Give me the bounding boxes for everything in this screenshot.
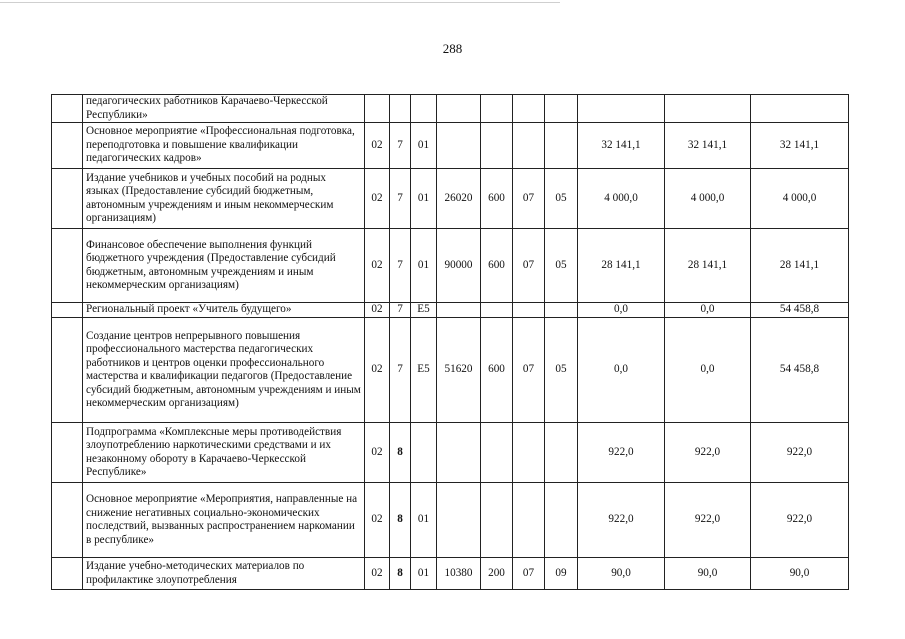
code-cell: 02	[365, 169, 390, 229]
empty-cell	[52, 558, 83, 590]
scan-top-edge	[0, 2, 560, 3]
code-cell	[481, 123, 513, 169]
code-cell: 8	[390, 423, 411, 483]
code-cell	[513, 483, 545, 558]
amount-cell: 54 458,8	[751, 303, 849, 318]
code-cell	[437, 483, 481, 558]
code-cell: 07	[513, 318, 545, 423]
code-cell	[411, 423, 437, 483]
code-cell: 7	[390, 229, 411, 303]
code-cell: 600	[481, 229, 513, 303]
amount-cell: 0,0	[665, 318, 751, 423]
code-cell: 200	[481, 558, 513, 590]
amount-cell: 922,0	[665, 483, 751, 558]
code-cell	[411, 95, 437, 123]
code-cell: 01	[411, 229, 437, 303]
code-cell: 7	[390, 303, 411, 318]
empty-cell	[52, 229, 83, 303]
amount-cell: 4 000,0	[665, 169, 751, 229]
amount-cell: 922,0	[751, 423, 849, 483]
code-cell: 01	[411, 123, 437, 169]
amount-cell: 922,0	[751, 483, 849, 558]
amount-cell: 90,0	[665, 558, 751, 590]
code-cell	[545, 123, 578, 169]
code-cell	[545, 423, 578, 483]
code-cell: 02	[365, 123, 390, 169]
code-cell	[481, 483, 513, 558]
code-cell: 600	[481, 318, 513, 423]
table-row	[52, 318, 849, 423]
amount-cell: 922,0	[665, 423, 751, 483]
code-cell	[437, 123, 481, 169]
page-number: 288	[442, 41, 463, 56]
code-cell	[481, 95, 513, 123]
amount-cell: 32 141,1	[578, 123, 665, 169]
code-cell: 02	[365, 303, 390, 318]
amount-cell: 4 000,0	[751, 169, 849, 229]
budget-table	[51, 94, 849, 590]
amount-cell: 0,0	[578, 303, 665, 318]
amount-cell: 32 141,1	[665, 123, 751, 169]
amount-cell: 0,0	[665, 303, 751, 318]
table-row	[52, 423, 849, 483]
code-cell: 7	[390, 318, 411, 423]
row-name: Финансовое обеспечение выполнения функций бюджетного учреждения (Предоставление субсидий бюджетным, автономным учреждениям и иным некоммерческим организациям)	[83, 229, 365, 303]
table-row	[52, 483, 849, 558]
amount-cell: 4 000,0	[578, 169, 665, 229]
table-row	[52, 95, 849, 123]
code-cell	[545, 303, 578, 318]
code-cell: 07	[513, 169, 545, 229]
amount-cell	[578, 95, 665, 123]
empty-cell	[52, 95, 83, 123]
code-cell	[513, 95, 545, 123]
code-cell: 8	[390, 558, 411, 590]
empty-cell	[52, 123, 83, 169]
empty-cell	[52, 318, 83, 423]
code-cell: 8	[390, 483, 411, 558]
code-cell: E5	[411, 318, 437, 423]
code-cell: 01	[411, 558, 437, 590]
empty-cell	[52, 483, 83, 558]
empty-cell	[52, 169, 83, 229]
code-cell	[365, 95, 390, 123]
code-cell: 07	[513, 558, 545, 590]
code-cell: 90000	[437, 229, 481, 303]
code-cell: 01	[411, 483, 437, 558]
code-cell: 02	[365, 483, 390, 558]
row-name: Подпрограмма «Комплексные меры противодействия злоупотреблению наркотическими средствами и их незаконному обороту в Карачаево-Черкесской Республике»	[83, 423, 365, 483]
amount-cell: 28 141,1	[578, 229, 665, 303]
amount-cell	[751, 95, 849, 123]
amount-cell	[665, 95, 751, 123]
amount-cell: 922,0	[578, 423, 665, 483]
code-cell: 02	[365, 229, 390, 303]
code-cell: 7	[390, 123, 411, 169]
table-row	[52, 303, 849, 318]
code-cell	[390, 95, 411, 123]
code-cell: 09	[545, 558, 578, 590]
empty-cell	[52, 303, 83, 318]
row-name: Основное мероприятие «Профессиональная подготовка, переподготовка и повышение квалификации педагогических кадров»	[83, 123, 365, 169]
code-cell: 600	[481, 169, 513, 229]
table-row	[52, 558, 849, 590]
code-cell	[513, 123, 545, 169]
code-cell: 02	[365, 318, 390, 423]
row-name: педагогических работников Карачаево-Черкесской Республики»	[83, 95, 365, 123]
code-cell	[481, 303, 513, 318]
code-cell: 05	[545, 318, 578, 423]
code-cell: 10380	[437, 558, 481, 590]
row-name: Региональный проект «Учитель будущего»	[83, 303, 365, 318]
code-cell: E5	[411, 303, 437, 318]
table-row	[52, 169, 849, 229]
row-name: Издание учебников и учебных пособий на родных языках (Предоставление субсидий бюджетным, автономным учреждениям и иным некоммерческим организациям)	[83, 169, 365, 229]
code-cell	[513, 303, 545, 318]
amount-cell: 0,0	[578, 318, 665, 423]
code-cell	[545, 95, 578, 123]
table-row	[52, 123, 849, 169]
code-cell: 51620	[437, 318, 481, 423]
code-cell: 02	[365, 558, 390, 590]
code-cell	[545, 483, 578, 558]
empty-cell	[52, 423, 83, 483]
code-cell	[437, 95, 481, 123]
code-cell	[437, 303, 481, 318]
code-cell: 02	[365, 423, 390, 483]
amount-cell: 28 141,1	[665, 229, 751, 303]
row-name: Основное мероприятие «Мероприятия, направленные на снижение негативных социально-экономических последствий, вызванных распространением наркомании в республике»	[83, 483, 365, 558]
table-row	[52, 229, 849, 303]
code-cell	[513, 423, 545, 483]
code-cell: 05	[545, 229, 578, 303]
amount-cell: 90,0	[578, 558, 665, 590]
code-cell: 01	[411, 169, 437, 229]
code-cell: 07	[513, 229, 545, 303]
code-cell	[481, 423, 513, 483]
code-cell: 26020	[437, 169, 481, 229]
amount-cell: 32 141,1	[751, 123, 849, 169]
amount-cell: 28 141,1	[751, 229, 849, 303]
row-name: Издание учебно-методических материалов по профилактике злоупотребления	[83, 558, 365, 590]
code-cell: 7	[390, 169, 411, 229]
code-cell: 05	[545, 169, 578, 229]
amount-cell: 90,0	[751, 558, 849, 590]
amount-cell: 922,0	[578, 483, 665, 558]
code-cell	[437, 423, 481, 483]
row-name: Создание центров непрерывного повышения профессионального мастерства педагогических работников и центров оценки профессионального мастерства и квалификации педагогов (Предоставление субсидий бюджетным, автономным учреждениям и иным некоммерческим организациям)	[83, 318, 365, 423]
amount-cell: 54 458,8	[751, 318, 849, 423]
